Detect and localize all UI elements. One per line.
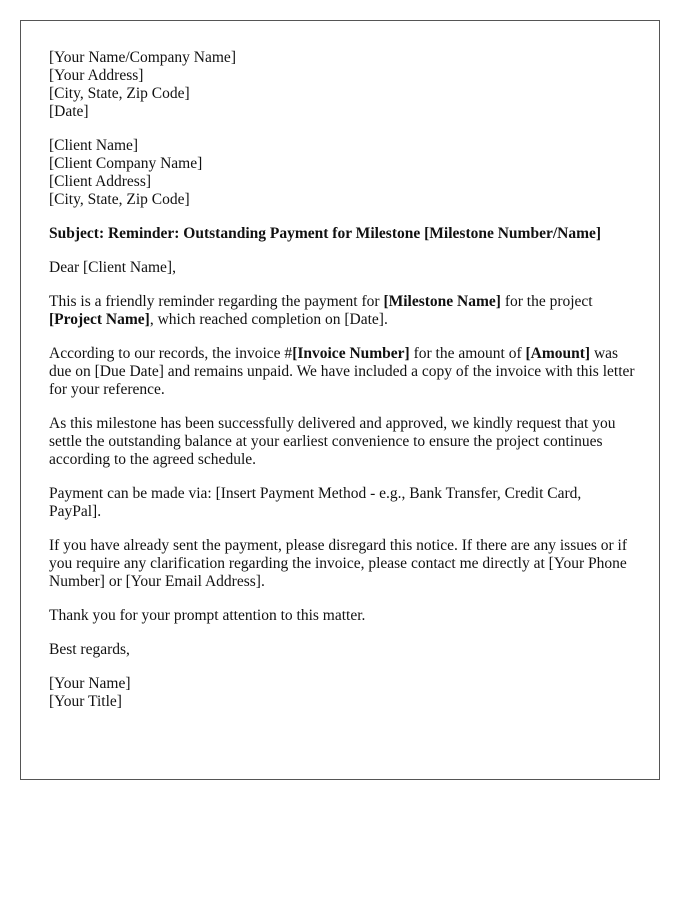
client-company: [Client Company Name]: [49, 155, 203, 172]
client-city: [City, State, Zip Code]: [49, 191, 190, 208]
amount: [Amount]: [525, 345, 591, 362]
paragraph-5: If you have already sent the payment, please disregard this notice. If there are any issues or if you require any clarification regarding the invoice, please contact me directly at [Your Phone Number] or [Your Email Address].: [49, 537, 628, 590]
letter-page: [20, 20, 660, 780]
recipient-address: [49, 137, 635, 209]
paragraph-2: [49, 345, 635, 399]
text: was due on [Due Date] and remains unpaid. We have included a copy of the invoice with this letter for your reference.: [49, 345, 635, 398]
text: for the amount of: [409, 345, 526, 362]
paragraph-6: Thank you for your prompt attention to this matter.: [49, 607, 366, 624]
invoice-number: [Invoice Number]: [292, 345, 410, 362]
salutation: Dear [Client Name],: [49, 259, 176, 276]
signer-name: [Your Name]: [49, 675, 131, 692]
letter-body: [49, 49, 635, 727]
sender-address: [49, 49, 635, 121]
text: for the project: [500, 293, 593, 310]
text: , which reached completion on [Date].: [149, 311, 388, 328]
paragraph-3: As this milestone has been successfully delivered and approved, we kindly request that you settle the outstanding balance at your earliest convenience to ensure the project continues according to the agreed schedule.: [49, 415, 616, 468]
subject-line: Subject: Reminder: Outstanding Payment for Milestone [Milestone Number/Name]: [49, 225, 602, 242]
text: This is a friendly reminder regarding the payment for: [49, 293, 384, 310]
sender-name: [Your Name/Company Name]: [49, 49, 236, 66]
text: According to our records, the invoice #: [49, 345, 293, 362]
client-name: [Client Name]: [49, 137, 139, 154]
paragraph-4: Payment can be made via: [Insert Payment Method - e.g., Bank Transfer, Credit Card, PayPal].: [49, 485, 582, 520]
client-address: [Client Address]: [49, 173, 152, 190]
closing: Best regards,: [49, 641, 130, 658]
signer-title: [Your Title]: [49, 693, 122, 710]
letter-date: [Date]: [49, 103, 89, 120]
paragraph-1: [49, 293, 635, 329]
sender-city: [City, State, Zip Code]: [49, 85, 190, 102]
signature: [49, 675, 635, 711]
sender-street: [Your Address]: [49, 67, 144, 84]
project-name: [Project Name]: [49, 311, 150, 328]
milestone-name: [Milestone Name]: [383, 293, 501, 310]
